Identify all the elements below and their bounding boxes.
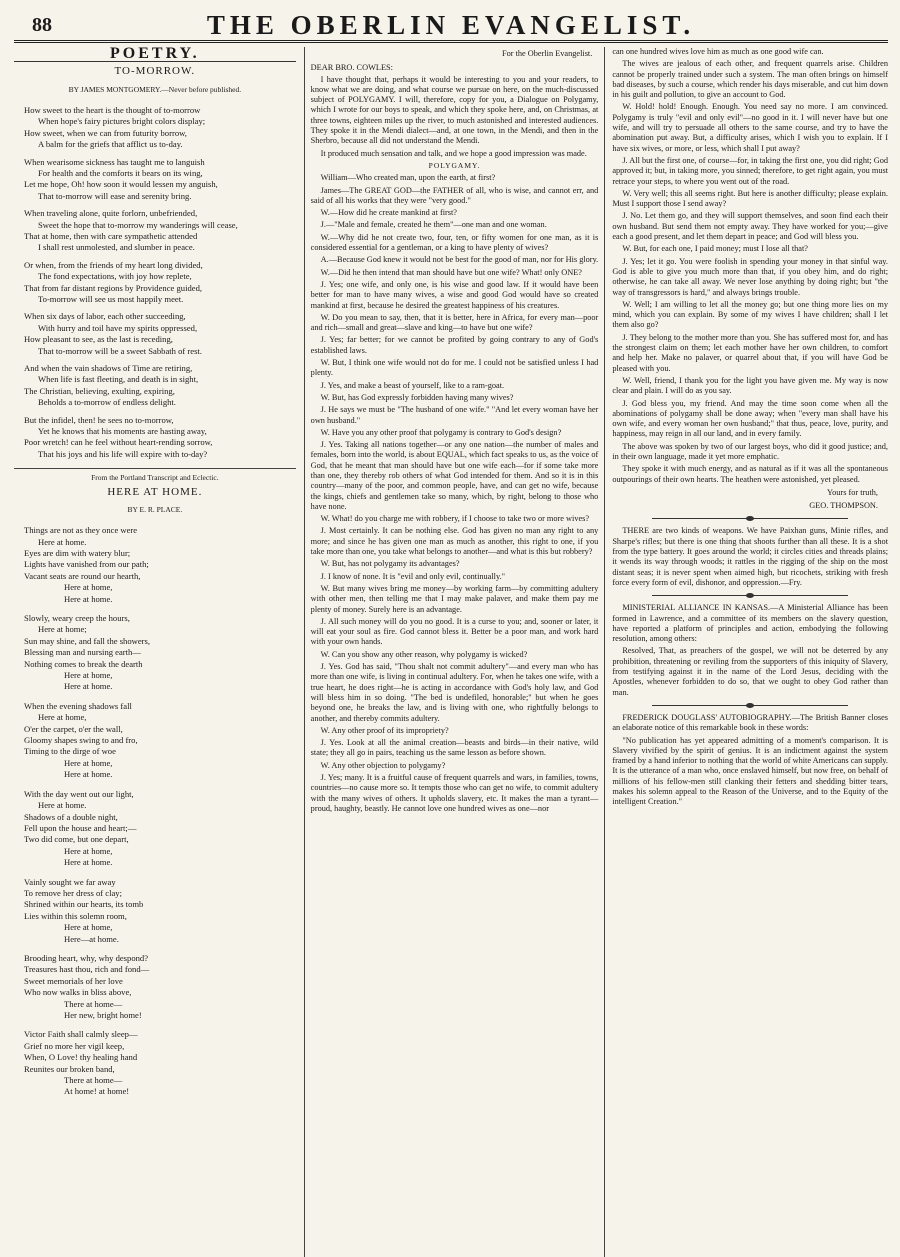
polygamy-dialogue — [311, 173, 599, 814]
poem-line: With hurry and toil have my spirits oppressed, — [38, 322, 198, 333]
poem-line: Or when, from the friends of my heart long divided, — [24, 259, 203, 270]
dialogue-line: J. Yes. Taking all nations together—or any one nation—the number of males and females, born into the world, is about EQUAL, which fact speaks to us, as the voice of God, that he meant that man should have but one wife each—for if some take more than one, they thereby rob others of what God intended for them. And so it is in this country—many of the poor, and common people, have, and can get no wife, because the kings, chiefs and gentlemen take so many, which, by right, belong to those who have none. — [310, 440, 599, 511]
ornamental-divider — [652, 518, 848, 519]
dialogue-line: W. But, has God expressly forbidden having many wives? — [320, 392, 514, 402]
dialogue-line: J. No. Let them go, and they will support themselves, and soon find each their own husband. But send them not empty away. They have worked for you;—give each a good present, and let them depart in peace; and God will bless you. — [612, 211, 888, 242]
stanza-gap — [24, 693, 296, 701]
poem-line: Here—at home. — [64, 933, 119, 944]
masthead — [14, 10, 888, 43]
dialogue-line: can one hundred wives love him as much as one good wife can. — [612, 47, 824, 56]
dialogue-line: J. He says we must be "The husband of one wife." "And let every woman have her own husband." — [310, 405, 599, 425]
poem-line: Here at home, — [64, 845, 113, 856]
letter-paragraph: I have thought that, perhaps it would be interesting to you and your readers, to know what we are doing, and what course we pursue on here, on the much-discussed subject of POLYGAMY. I will, therefore, copy for you, a Dialogue on Polygamy, which I wrote for our boys to speak, and which they spoke here, and, on Christmas, at three towns, eighteen miles up the river, to much astonished and interested audiences. They spoke it in the Mendi dialect—and, at one town, in the Mendi, and then in the Sherbro, because all did not understand the Mendi. — [310, 74, 599, 146]
poem-line: Reunites our broken band, — [24, 1063, 115, 1074]
poem-line: Vainly sought we far away — [24, 876, 116, 887]
third-column — [605, 47, 888, 1257]
dialogue-line: The wives are jealous of each other, and frequent quarrels arise. Children cannot be properly trained under such a system. The man often brings on himself bad diseases, by such a course, which render his days miserable, and cut him down in his guilt and pollution, to give an account to God. — [612, 59, 888, 100]
stanza-gap — [24, 945, 296, 953]
dialogue-line: W. But, I think one wife would not do for me. I could not be satisfied unless I had plenty. — [310, 358, 599, 378]
poem-line: Brooding heart, why, why despond? — [24, 952, 149, 963]
poem-line: Her new, bright home! — [64, 1010, 142, 1020]
poem-line: That his joys and his life will expire with to-day? — [38, 448, 208, 459]
poem-line: Poor wretch! can he feel without heart-rending sorrow, — [24, 437, 213, 448]
poem-line: Here at home. — [38, 800, 87, 811]
letter-credit: For the Oberlin Evangelist. — [501, 49, 593, 58]
ornamental-divider — [652, 705, 848, 706]
newspaper-title: THE OBERLIN EVANGELIST. — [206, 9, 696, 40]
dialogue-line: J. Yes, and make a beast of yourself, like to a ram-goat. — [320, 380, 505, 390]
poem-line: But the infidel, then! he sees no to-morrow, — [24, 414, 174, 425]
poem-line: Here at home. — [38, 536, 87, 547]
poem-line: O'er the carpet, o'er the wall, — [24, 723, 123, 734]
poem-line: Here at home, — [64, 582, 113, 593]
douglass-autobiography-article — [612, 713, 888, 808]
dialogue-line: J. They belong to the mother more than you. She has suffered most for, and has the strongest claim on them; let each mother have her own children, to comfort and help her. Make no palaver, or quarrel about that, if you will have God be pleased with you. — [612, 332, 888, 373]
poem-line: Two did come, but one depart, — [24, 834, 129, 845]
poem-line: Who now walks in bliss above, — [24, 987, 132, 998]
dialogue-heading: POLYGAMY. — [428, 160, 481, 170]
dialogue-line: The above was spoken by two of our largest boys, who did it good justice; and, in their own language, made it yet more emphatic. — [612, 441, 888, 461]
poem-line: Here at home. — [64, 769, 113, 780]
dialogue-line: J. Most certainly. It can be nothing else. God has given no man any right to any more; and since he has given one man as much as another, this right to one, if you take more than one, you take what belongs to another—and what is this but robbery? — [310, 526, 599, 557]
dialogue-line: J. All such money will do you no good. It is a curse to you; and, sooner or later, it will eat your soul as fire. God cannot bless it. Better be a poor man, and work hard with your own hands. — [310, 616, 599, 647]
dialogue-line: W. Hold! hold! Enough. Enough. You need say no more. I am convinced. Polygamy is truly "evil and only evil"—no good in it. I will never have but one wife, and will try to persuade all others to the same course, and try to have the abomination put away. But, a difficulty arises, which I wish you to explain. If I have six wives, or more, or less, which shall I put away? — [612, 102, 888, 153]
dialogue-line: W. But, for each one, I paid money; must I lose all that? — [622, 244, 808, 254]
dialogue-line: William—Who created man, upon the earth, at first? — [320, 173, 496, 183]
poem-line: I shall rest unmolested, and slumber in peace. — [38, 242, 195, 253]
poem-line: Vacant seats are round our hearth, — [24, 570, 141, 581]
poem-byline-montgomery: BY JAMES MONTGOMERY.—Never before published. — [68, 84, 242, 94]
poem-line: Timing to the dirge of woe — [24, 746, 116, 757]
dialogue-line: W. Any other objection to polygamy? — [320, 760, 446, 770]
poem-line: Sweet the hope that to-morrow my wanderings will cease, — [38, 219, 238, 230]
dialogue-line: W.—How did he create mankind at first? — [320, 208, 457, 218]
dialogue-line: J. I know of none. It is "evil and only evil, continually." — [320, 571, 506, 581]
poem-line: Here at home; — [38, 624, 87, 635]
poem-line: Blessing man and nursing earth— — [24, 647, 141, 658]
dialogue-line: J. Yes; one wife, and only one, is his wise and good law. If it would have been better for man to have many wives, a wise and good God would have so created mankind at first, because he desired the greatest happiness of his creatures. — [310, 279, 599, 310]
dialogue-line: W. Any other proof of its impropriety? — [320, 725, 449, 735]
dialogue-line: W. Very well; this all seems right. But here is another difficulty; please explain. Must I support those I send away? — [612, 188, 888, 209]
poem-line: Here at home. — [64, 593, 113, 604]
poem-line: Eyes are dim with watery blur; — [24, 547, 131, 558]
poem-line: There at home— — [64, 1075, 123, 1086]
poetry-column — [14, 47, 305, 1257]
letter-column — [305, 47, 606, 1257]
poem-title-tomorrow: TO-MORROW. — [114, 65, 196, 78]
poem-line: Grief no more her vigil keep, — [24, 1040, 125, 1051]
poem-line: When wearisome sickness has taught me to languish — [24, 156, 205, 167]
poem-line: To remove her dress of clay; — [24, 887, 122, 898]
stanza-gap — [24, 869, 296, 877]
poem-line: To-morrow will see us most happily meet. — [38, 293, 184, 304]
dialogue-line: J. God bless you, my friend. And may the time soon come when all the abominations of polygamy shall be done away; when "every man shall have his own wife, and every woman her own husband;" that thus, peace, love, purity, and happiness, may reign in all our land, and in every family. — [612, 398, 888, 439]
poem-byline-place: BY E. R. PLACE. — [127, 504, 183, 514]
reprint-credit: From the Portland Transcript and Eclectic. — [14, 468, 296, 483]
poem-line: For health and the comforts it bears on its wing, — [38, 167, 203, 178]
poem-line: There at home— — [64, 998, 123, 1009]
poem-line: How sweet to the heart is the thought of to-morrow — [24, 104, 201, 115]
poem-line: Treasures hast thou, rich and fond— — [24, 964, 150, 975]
poem-line: Beholds a to-morrow of endless delight. — [38, 397, 176, 408]
dialogue-line: A.—Because God knew it would not be best for the good of man, nor for His glory. — [320, 255, 599, 265]
dialogue-line: James—The GREAT GOD—the FATHER of all, who is wise, and cannot err, and said of all his works that they were "very good." — [310, 185, 599, 205]
dialogue-line: J.—"Male and female, created he them"—one man and one woman. — [320, 220, 547, 230]
letter-salutation: DEAR BRO. COWLES: — [310, 63, 393, 73]
poem-line: Here at home. — [64, 857, 113, 868]
poem-line: How pleasant to see, as the last is receding, — [24, 334, 173, 345]
poem-line: A balm for the griefs that afflict us to-day. — [38, 139, 183, 150]
poem-line: Fell upon the house and heart;— — [24, 822, 137, 833]
poem-line: Here at home, — [64, 757, 113, 768]
poem-line: Slowly, weary creep the hours, — [24, 613, 130, 623]
page-number: 88 — [32, 14, 52, 36]
poem-line: Here at home. — [64, 681, 113, 692]
poem-line: Victor Faith shall calmly sleep— — [24, 1029, 138, 1040]
poem-line: When life is fast fleeting, and death is in sight, — [38, 374, 199, 385]
poem-line: Let me hope, Oh! how soon it would lessen my anguish, — [24, 179, 218, 190]
alliance-paragraph: MINISTERIAL ALLIANCE IN KANSAS.—A Ministerial Alliance has been formed in Lawrence, and a committee of its members on the slavery question, have reported a platform of principles and action, embodying the following resolution, among others: — [612, 603, 888, 644]
poem-line: That to-morrow will ease and serenity bring. — [38, 190, 192, 201]
letter-intro — [311, 75, 599, 159]
dialogue-line: J. Yes. Look at all the animal creation—beasts and birds—in their native, wild state; they all go in pairs, teaching us the same lesson as before shown. — [310, 738, 599, 758]
dialogue-line: J. Yes. God has said, "Thou shalt not commit adultery"—and every man who has more than one wife, is living in continual adultery. For, when he takes one wife, with a true heart, he does right—he is acting in accordance with God's holy law, and God will bless him in so doing. "The bed is undefiled, honorable;" but when he goes beyond one, he breaks the law, and is living with one, who rightfully belongs to another, and thereby commits adultery. — [310, 662, 599, 723]
poem-line: When hope's fairy pictures bright colors display; — [38, 116, 206, 127]
stanza-gap — [24, 605, 296, 613]
alliance-paragraph: Resolved, That, as preachers of the gospel, we will not be deterred by any prohibition, threatening or reviling from the supporters of this iniquity of Slavery, from testifying against it in the name of the Lord Jesus, deciding with the Apostles, whenever forbidden to do so, that we ought to obey God rather than man. — [612, 646, 888, 697]
stanza-gap — [24, 1021, 296, 1029]
dialogue-line: W. Well, friend, I thank you for the light you have given me. My way is now clear and plain. I will do as you say. — [612, 375, 888, 396]
poem-line: Here at home, — [64, 922, 113, 933]
poem-here-at-home — [24, 525, 296, 1098]
poem-line: And when the vain shadows of Time are retiring, — [24, 363, 193, 374]
poem-line: Lights have vanished from our path; — [24, 559, 149, 570]
douglass-paragraph: "No publication has yet appeared admitting of a moment's comparison. It is Slavery vivified by the spirit of genius. It is an indictment against the system framed by a hand inferior to nothing that the world of white Americans can supply. It is the utterance of a man who, once enslaved himself, but now free, on behalf of millions of his fellow-men still clanking their fetters and shedding bitter tears, makes his solemn appeal to the Reason of the Universe, and to the Equity of the intelligent Creation." — [612, 735, 888, 807]
poem-title-here-at-home: HERE AT HOME. — [107, 485, 203, 498]
letter-paragraph: It produced much sensation and talk, and we hope a good impression was made. — [320, 148, 587, 158]
poem-line: Things are not as they once were — [24, 525, 138, 536]
dialogue-line: W. But, has not polygamy its advantages? — [320, 559, 460, 569]
dialogue-line: W.—Why did he not create two, four, ten, or fifty women for one man, as it is considered essential for a gentleman, or a king to have plenty of wives? — [310, 232, 599, 253]
poem-line: Shadows of a double night, — [24, 811, 118, 822]
stanza-gap — [24, 781, 296, 789]
poem-line: Shrined within our hearts, its tomb — [24, 899, 144, 910]
poem-tomorrow — [24, 105, 296, 460]
dialogue-line: W. Have you any other proof that polygamy is contrary to God's design? — [320, 427, 562, 437]
poem-line: That from far distant regions by Providence guided, — [24, 282, 203, 293]
poetry-section-title: POETRY. — [14, 49, 296, 62]
poem-line: Here at home, — [38, 712, 87, 723]
ministerial-alliance-article — [612, 603, 888, 698]
poem-line: The fond expectations, with joy how replete, — [38, 271, 192, 282]
dialogue-line: J. All but the first one, of course—for, in taking the first one, you did right; God approved it; but, in taking more, you sinned; therefore, to get right again, you must retrace your steps, to where you went out of the road. — [612, 155, 888, 186]
poem-line: When traveling alone, quite forlorn, unbefriended, — [24, 208, 198, 219]
douglass-paragraph: FREDERICK DOUGLASS' AUTOBIOGRAPHY.—The British Banner closes an elaborate notice of this remarkable book in these words: — [612, 712, 888, 733]
dialogue-continued — [612, 47, 888, 485]
weapons-article: THERE are two kinds of weapons. We have Paixhan guns, Minie rifles, and Sharpe's rifles; but there is one thing that shoots further than all these. It is a shot from the type battery. It goes around the world; it circles cities and threads plains; it wends its way through woods; it rattles in the rigging of the ship on the most distant seas; it is never spent when aimed high, but ricochets, striking with fresh force every form of evil, dishonor, and oppression.—Fry. — [612, 526, 888, 587]
ornamental-divider — [652, 595, 848, 596]
dialogue-line: W. Well; I am willing to let all the money go; but one thing more lies on my mind, which you can explain. By some of my wives I have children; shall I let them also go? — [612, 299, 888, 330]
poem-line: That at home, then with care sympathetic attended — [24, 230, 198, 241]
dialogue-line: J. Yes; many. It is a fruitful cause of frequent quarrels and wars, in families, towns, countries—no cause more so. It tempts those who can get no wife, to commit adultery with the many wives of others. It upholds slavery, etc. It makes the man a tyrant—proud, haughty, beastly. He cannot love one hundred wives as one—nor — [310, 773, 599, 813]
poem-line: Sun may shine, and fall the showers, — [24, 635, 151, 646]
poem-line: How sweet, when we can from futurity borrow, — [24, 127, 187, 138]
dialogue-line: W. What! do you charge me with robbery, if I choose to take two or more wives? — [320, 514, 590, 524]
dialogue-line: W. But many wives bring me money—by working farm—by committing adultery with other men, then telling me that I may make palaver, and make them pay me plenty of money. Surely here is an advantage. — [310, 583, 599, 614]
poem-line: When, O Love! thy healing hand — [24, 1052, 138, 1063]
dialogue-line: W. Can you show any other reason, why polygamy is wicked? — [320, 649, 528, 659]
poem-line: Gloomy shapes swing to and fro, — [24, 735, 138, 746]
poem-line: When the evening shadows fall — [24, 700, 132, 711]
poem-line: With the day went out our light, — [24, 788, 134, 799]
poem-line: Here at home, — [64, 670, 113, 681]
poem-line: That to-morrow will be a sweet Sabbath of rest. — [38, 345, 202, 356]
poem-line: Nothing comes to break the dearth — [24, 658, 143, 669]
dialogue-line: They spoke it with much energy, and as natural as if it was all the spontaneous outpourings of their own hearts. The heathen were astonished, yet pleased. — [612, 464, 888, 484]
letter-signature: GEO. THOMPSON. — [809, 501, 878, 511]
poem-line: At home! at home! — [64, 1086, 130, 1097]
poem-line: The Christian, believing, exulting, expiring, — [24, 385, 175, 396]
poem-line: Sweet memorials of her love — [24, 975, 123, 986]
dialogue-line: W.—Did he then intend that man should have but one wife? What! only ONE? — [320, 267, 582, 277]
dialogue-line: J. Yes; let it go. You were foolish in spending your money in that sinful way. God is able to give you much more than that, if you obey him, and do right; otherwise, he can take all away. We never lose anything by doing right; but "the way of transgressors is hard," and always brings trouble. — [612, 256, 888, 297]
poem-line: Yet he knows that his moments are hasting away, — [38, 426, 207, 437]
letter-closing: Yours for truth, — [826, 487, 878, 497]
dialogue-line: J. Yes; far better; for we cannot be profited by going contrary to any of God's established laws. — [310, 335, 599, 355]
poem-line: When six days of labor, each other succeeding, — [24, 311, 186, 322]
poem-line: Lies within this solemn room, — [24, 910, 127, 921]
dialogue-line: W. Do you mean to say, then, that it is better, here in Africa, for every man—poor and rich—small and great—slave and king—to have but one wife? — [310, 312, 599, 333]
